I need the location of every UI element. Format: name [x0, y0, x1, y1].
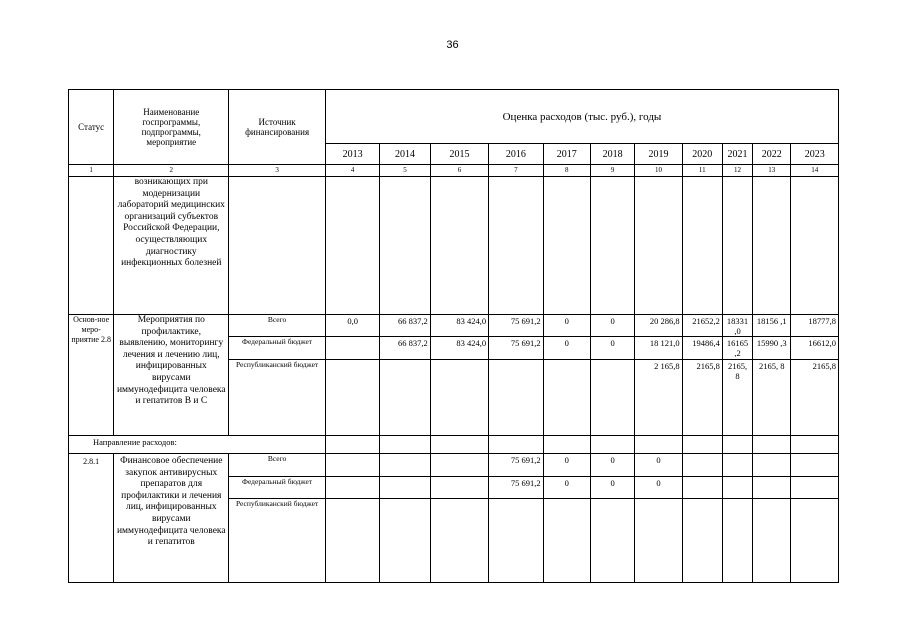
value-cell: [682, 477, 722, 499]
value-cell: [325, 337, 379, 360]
value-cell: 18777,8: [791, 315, 839, 337]
value-cell: 66 837,2: [380, 315, 430, 337]
value-cell: [682, 454, 722, 477]
value-cell: 0: [590, 315, 634, 337]
value-cell: 66 837,2: [380, 337, 430, 360]
source-republican: Республиканский бюджет: [229, 499, 326, 583]
year-2013: 2013: [325, 144, 379, 165]
value-cell: 19486,4: [682, 337, 722, 360]
value-cell: 2165,8: [682, 360, 722, 436]
year-2016: 2016: [489, 144, 543, 165]
year-2019: 2019: [635, 144, 682, 165]
item-status: 2.8.1: [69, 454, 114, 583]
value-cell: 20 286,8: [635, 315, 682, 337]
header-costs: Оценка расходов (тыс. руб.), годы: [325, 90, 838, 144]
col-num: 1: [69, 165, 114, 177]
expenditure-table: [68, 89, 839, 583]
table-row: [69, 315, 839, 337]
value-cell: 16165 ,2: [722, 337, 752, 360]
value-cell: [543, 360, 590, 436]
value-cell: [489, 499, 543, 583]
value-cell: 0: [635, 454, 682, 477]
col-num: 6: [430, 165, 488, 177]
col-num: 11: [682, 165, 722, 177]
value-cell: 2165,8: [791, 360, 839, 436]
col-num: 8: [543, 165, 590, 177]
value-cell: [380, 499, 430, 583]
value-cell: [325, 499, 379, 583]
value-cell: [380, 477, 430, 499]
value-cell: [430, 499, 488, 583]
table-row: [69, 454, 839, 477]
measure-name: Мероприятия по профилактике, выявлению, мониторингу лечения и лечению лиц, инфицированных вирусами иммунодефицита человека и гепатитов В и С: [114, 315, 229, 436]
col-num: 9: [590, 165, 634, 177]
col-num: 13: [753, 165, 791, 177]
page-number: 36: [446, 39, 459, 51]
value-cell: [722, 454, 752, 477]
value-cell: 16612,0: [791, 337, 839, 360]
value-cell: 75 691,2: [489, 454, 543, 477]
continuation-name: возникающих при модернизации лабораторий медицинских организаций субъектов Российской Федерации, осуществляющих диагностику инфекционных болезней: [114, 177, 229, 315]
value-cell: 2165, 8: [753, 360, 791, 436]
value-cell: 0: [543, 315, 590, 337]
value-cell: [791, 477, 839, 499]
value-cell: 75 691,2: [489, 337, 543, 360]
year-2021: 2021: [722, 144, 752, 165]
value-cell: [590, 360, 634, 436]
direction-row: [69, 436, 839, 454]
value-cell: [791, 499, 839, 583]
value-cell: 18156 ,1: [753, 315, 791, 337]
value-cell: 2165, 8: [722, 360, 752, 436]
col-num: 7: [489, 165, 543, 177]
value-cell: 21652,2: [682, 315, 722, 337]
value-cell: 83 424,0: [430, 337, 488, 360]
value-cell: [635, 499, 682, 583]
value-cell: [380, 360, 430, 436]
value-cell: [430, 360, 488, 436]
source-federal: Федеральный бюджет: [229, 337, 326, 360]
value-cell: [489, 360, 543, 436]
item-name: Финансовое обеспечение закупок антивирусных препаратов для профилактики и лечения лиц, инфицированных вирусами иммунодефицита человека и гепатитов: [114, 454, 229, 583]
col-num: 3: [229, 165, 326, 177]
value-cell: [722, 477, 752, 499]
value-cell: 0: [590, 477, 634, 499]
value-cell: [753, 454, 791, 477]
value-cell: [325, 454, 379, 477]
value-cell: [543, 499, 590, 583]
value-cell: [430, 477, 488, 499]
value-cell: 0: [590, 454, 634, 477]
source-total: Всего: [229, 315, 326, 337]
year-2018: 2018: [590, 144, 634, 165]
measure-status: Основ-ное меро-приятие 2.8: [69, 315, 114, 436]
value-cell: 0: [543, 337, 590, 360]
value-cell: [753, 477, 791, 499]
year-2014: 2014: [380, 144, 430, 165]
value-cell: 15990 ,3: [753, 337, 791, 360]
value-cell: 75 691,2: [489, 315, 543, 337]
value-cell: [753, 499, 791, 583]
col-num: 10: [635, 165, 682, 177]
value-cell: 0: [543, 477, 590, 499]
source-republican: Республиканский бюджет: [229, 360, 326, 436]
value-cell: 0: [590, 337, 634, 360]
header-name: Наименование госпрограммы, подпрограммы, мероприятие: [114, 90, 229, 165]
value-cell: [325, 477, 379, 499]
header-status: Статус: [69, 90, 114, 165]
value-cell: 83 424,0: [430, 315, 488, 337]
value-cell: 18331 ,0: [722, 315, 752, 337]
source-federal: Федеральный бюджет: [229, 477, 326, 499]
value-cell: [722, 499, 752, 583]
value-cell: [325, 360, 379, 436]
direction-label: Направление расходов:: [69, 436, 326, 454]
col-num: 12: [722, 165, 752, 177]
value-cell: [590, 499, 634, 583]
value-cell: 0: [543, 454, 590, 477]
value-cell: 0: [635, 477, 682, 499]
value-cell: [682, 499, 722, 583]
continuation-row: [69, 177, 839, 315]
column-numbers-row: [69, 165, 839, 177]
value-cell: 2 165,8: [635, 360, 682, 436]
value-cell: 18 121,0: [635, 337, 682, 360]
year-2015: 2015: [430, 144, 488, 165]
year-2022: 2022: [753, 144, 791, 165]
source-total: Всего: [229, 454, 326, 477]
value-cell: [380, 454, 430, 477]
value-cell: 75 691,2: [489, 477, 543, 499]
value-cell: [791, 454, 839, 477]
col-num: 4: [325, 165, 379, 177]
year-2023: 2023: [791, 144, 839, 165]
year-2017: 2017: [543, 144, 590, 165]
col-num: 2: [114, 165, 229, 177]
col-num: 14: [791, 165, 839, 177]
col-num: 5: [380, 165, 430, 177]
header-source: Источник финансирования: [229, 90, 326, 165]
value-cell: [430, 454, 488, 477]
year-2020: 2020: [682, 144, 722, 165]
value-cell: 0,0: [325, 315, 379, 337]
